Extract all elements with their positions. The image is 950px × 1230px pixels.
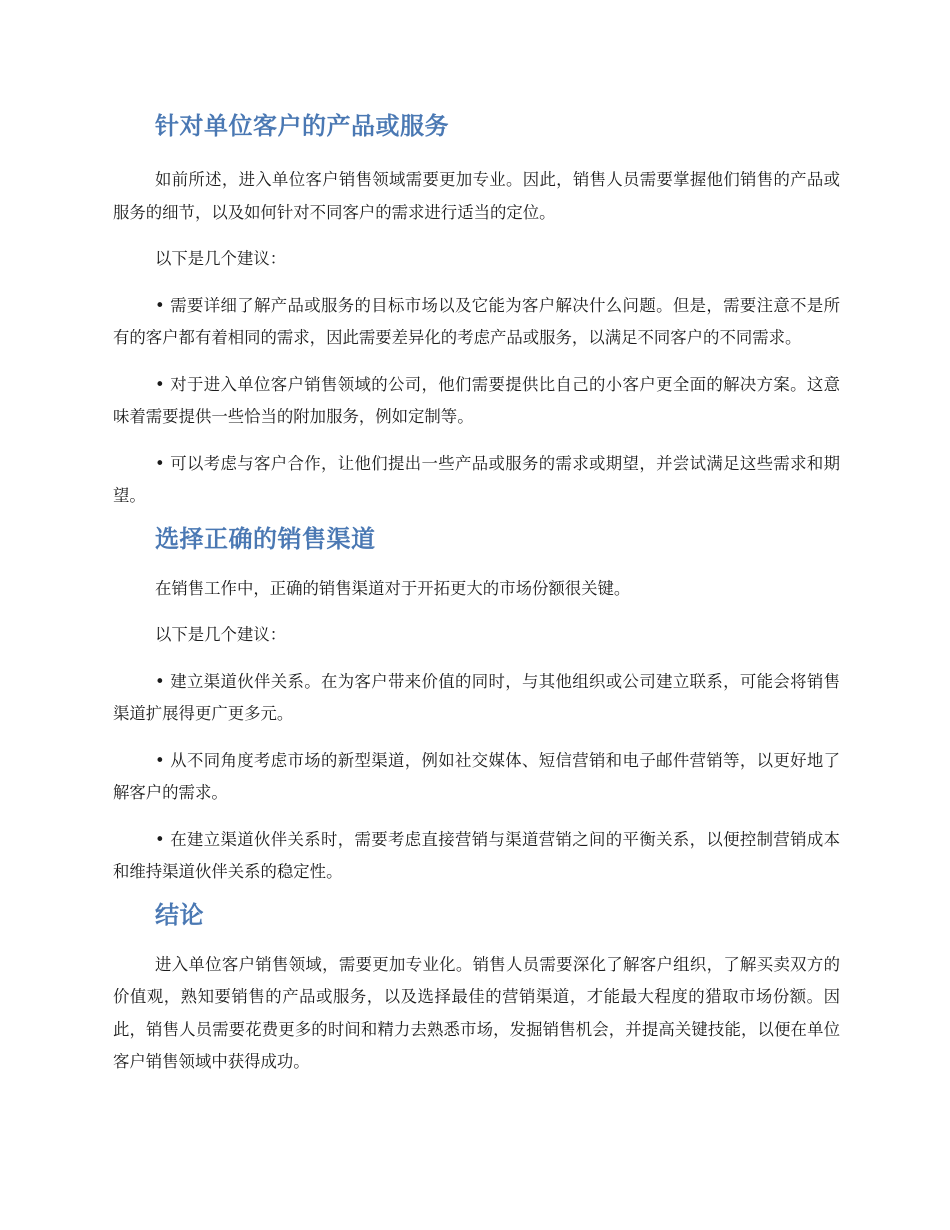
bullet-products-3: • 可以考虑与客户合作，让他们提出一些产品或服务的需求或期望，并尝试满足这些需求和期望。	[113, 453, 840, 505]
bullet-channels-2: • 从不同角度考虑市场的新型渠道，例如社交媒体、短信营销和电子邮件营销等，以更好地了解客户的需求。	[113, 750, 840, 802]
bullet-channels-3: • 在建立渠道伙伴关系时，需要考虑直接营销与渠道营销之间的平衡关系，以便控制营销成本和维持渠道伙伴关系的稳定性。	[113, 829, 840, 881]
bullet-products-2: • 对于进入单位客户销售领域的公司，他们需要提供比自己的小客户更全面的解决方案。这意味着需要提供一些恰当的附加服务，例如定制等。	[113, 374, 840, 426]
bullet-channels-1: • 建立渠道伙伴关系。在为客户带来价值的同时，与其他组织或公司建立联系，可能会将销售渠道扩展得更广更多元。	[113, 671, 840, 723]
section-intro-channels: 在销售工作中，正确的销售渠道对于开拓更大的市场份额很关键。	[155, 578, 631, 598]
document-page	[113, 106, 840, 1079]
section-lead-products: 以下是几个建议：	[155, 249, 287, 268]
section-heading-channels: 选择正确的销售渠道	[155, 524, 376, 553]
section-intro-conclusion: 进入单位客户销售领域，需要更加专业化。销售人员需要深化了解客户组织，了解买卖双方的价值观，熟知要销售的产品或服务，以及选择最佳的营销渠道，才能最大程度的猎取市场份额。因此，销售人员需要花费更多的时间和精力去熟悉市场，发掘销售机会，并提高关键技能，以便在单位客户销售领域中获得成功。	[113, 954, 840, 1071]
section-heading-conclusion: 结论	[155, 900, 204, 929]
section-lead-channels: 以下是几个建议：	[155, 625, 287, 644]
bullet-products-1: • 需要详细了解产品或服务的目标市场以及它能为客户解决什么问题。但是，需要注意不是所有的客户都有着相同的需求，因此需要差异化的考虑产品或服务，以满足不同客户的不同需求。	[113, 295, 840, 347]
section-heading-products: 针对单位客户的产品或服务	[155, 112, 449, 140]
section-intro-products: 如前所述，进入单位客户销售领域需要更加专业。因此，销售人员需要掌握他们销售的产品或服务的细节，以及如何针对不同客户的需求进行适当的定位。	[113, 170, 840, 222]
